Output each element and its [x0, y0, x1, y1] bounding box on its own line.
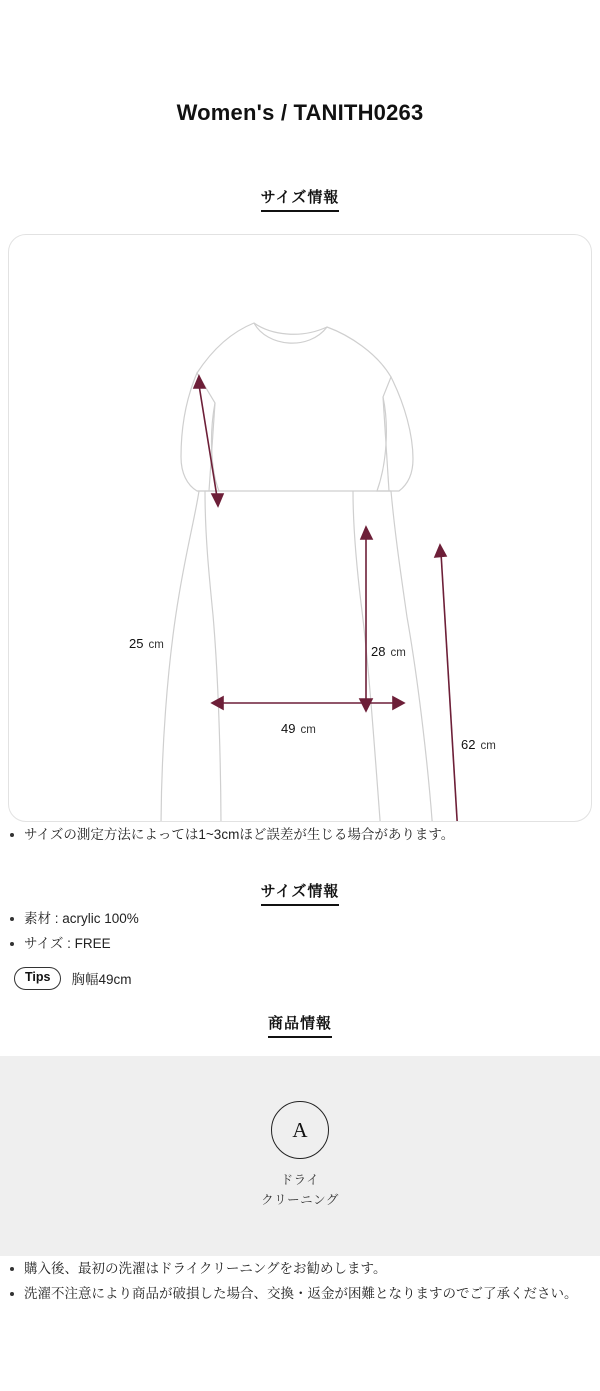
list-item: サイズ : FREE: [0, 931, 600, 957]
list-item: 購入後、最初の洗濯はドライクリーニングをお勧めします。: [0, 1256, 600, 1282]
care-label: [261, 1171, 339, 1210]
care-label-line-2: クリーニング: [261, 1192, 339, 1207]
measurement-label-chest: 49 cm: [281, 721, 316, 736]
list-item: 洗濯不注意により商品が破損した場合、交換・返金が困難となりますのでご了承ください。: [0, 1281, 600, 1307]
tips-text: 胸幅49cm: [71, 972, 132, 988]
tips-row: [14, 967, 586, 990]
care-notes-list: [0, 1256, 600, 1307]
measurement-label-sleeve-total: 62 cm: [461, 737, 496, 752]
dry-clean-symbol-letter: A: [292, 1117, 308, 1142]
garment-size-diagram: [9, 235, 593, 821]
list-item: サイズの測定方法によっては1~3cmほど誤差が生じる場合があります。: [0, 822, 600, 848]
size-diagram-container: [8, 234, 592, 822]
material-details-list: [0, 906, 600, 957]
care-label-line-1: ドライ: [280, 1173, 320, 1188]
section-heading-size-info-2: [0, 880, 600, 906]
section-heading-size-info-1-label: サイズ情報: [261, 186, 340, 212]
care-instructions-panel: [0, 1056, 600, 1256]
page-title: Women's / TANITH0263: [176, 100, 424, 125]
measurement-label-length: 28 cm: [371, 644, 406, 659]
measurement-notes-list: [0, 822, 600, 848]
section-heading-size-info-2-label: サイズ情報: [261, 880, 340, 906]
list-item: 素材 : acrylic 100%: [0, 906, 600, 932]
dry-clean-icon: [271, 1101, 329, 1159]
tips-badge: Tips: [14, 967, 61, 990]
measurement-label-sleeve: 25 cm: [129, 636, 164, 651]
section-heading-size-info-1: [0, 186, 600, 212]
measurement-lines: [194, 376, 470, 821]
section-heading-product-info: [0, 1012, 600, 1038]
section-heading-product-info-label: 商品情報: [268, 1012, 332, 1038]
